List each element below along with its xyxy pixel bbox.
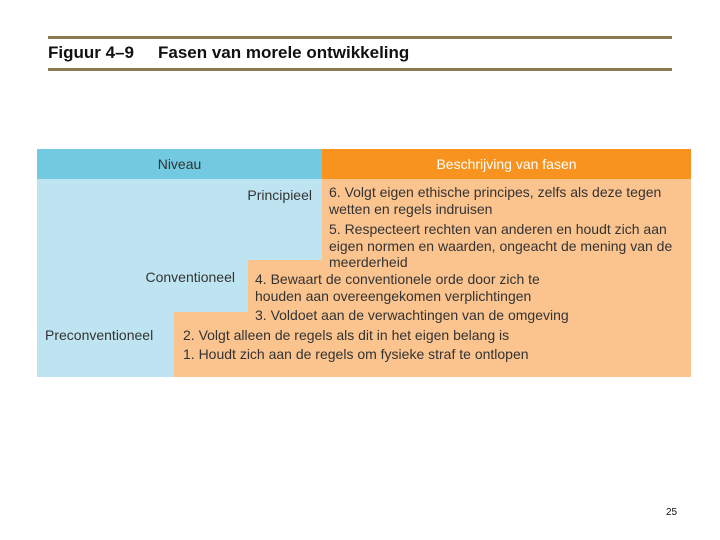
- page-number: 25: [666, 507, 678, 518]
- level-label-preconventioneel: Preconventioneel: [45, 327, 154, 343]
- level-label-principieel: Principieel: [247, 187, 312, 203]
- figure-number: Figuur 4–9: [48, 43, 134, 62]
- stage-5-description: [329, 221, 684, 271]
- figure-caption: Fasen van morele ontwikkeling: [158, 43, 410, 62]
- title-rule-top: [48, 36, 672, 39]
- stage-6-text: 6. Volgt eigen ethische principes, zelfs als deze tegen wetten en regels indruisen: [329, 184, 662, 217]
- stage-2-text: 2. Volgt alleen de regels als dit in het eigen belang is: [183, 327, 510, 343]
- stage-5-text: 5. Respecteert rechten van anderen en houdt zich aan eigen normen en waarden, ongeacht de mening van de meerderheid: [329, 221, 673, 270]
- title-rule-bottom: [48, 68, 672, 71]
- niveau-header: Niveau: [37, 149, 322, 179]
- moral-development-diagram: [37, 149, 691, 377]
- stage-1-text: 1. Houdt zich aan de regels om fysieke straf te ontlopen: [183, 346, 529, 362]
- figure-title: [48, 43, 409, 63]
- stage-6-description: [329, 184, 684, 217]
- stage-3-text: 3. Voldoet aan de verwachtingen van de omgeving: [255, 307, 569, 323]
- stage-4-text: 4. Bewaart de conventionele orde door zich te houden aan overeengekomen verplichtingen: [255, 271, 540, 304]
- stage-1-description: [183, 346, 529, 363]
- level-label-conventioneel: Conventioneel: [145, 269, 235, 285]
- stage-2-description: [183, 327, 509, 344]
- fasen-header: Beschrijving van fasen: [322, 149, 691, 179]
- stage-4-description: [255, 271, 555, 304]
- stage-3-description: [255, 307, 569, 324]
